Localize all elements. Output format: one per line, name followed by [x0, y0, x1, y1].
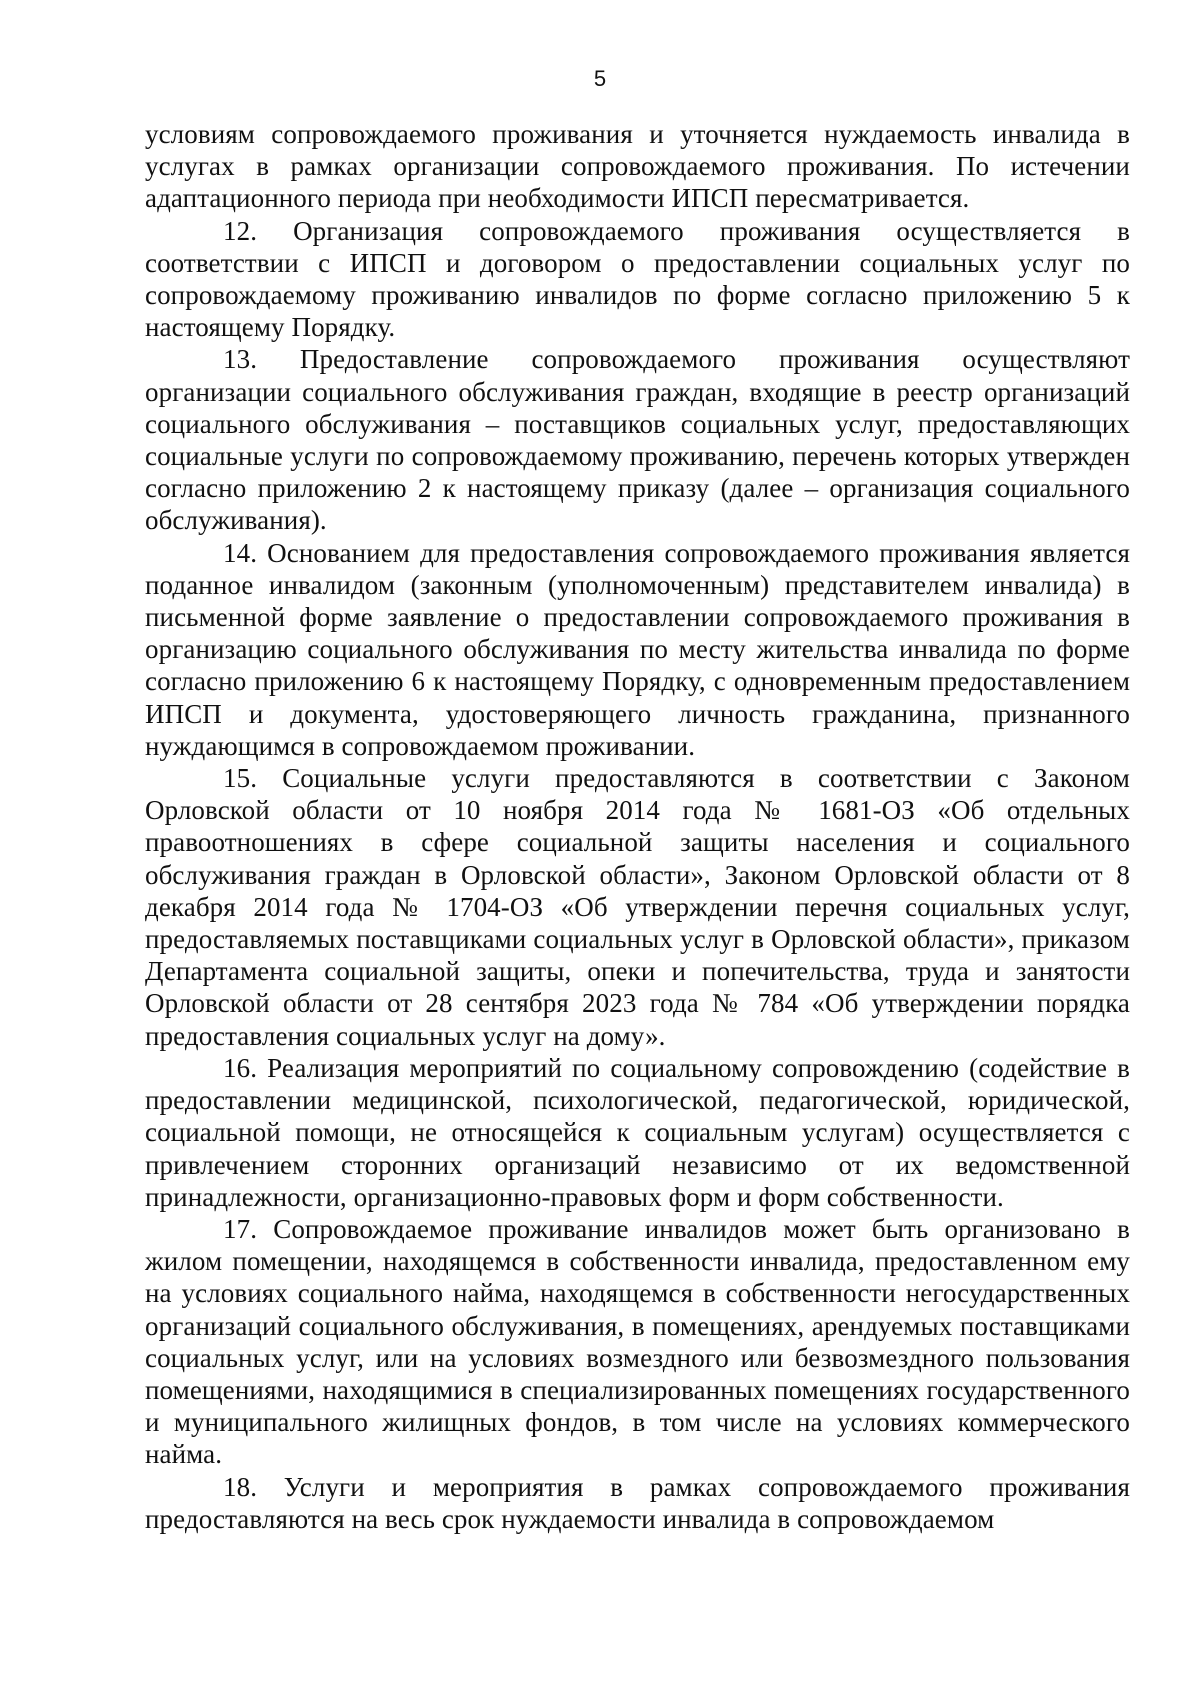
page-number: 5 [593, 66, 607, 91]
paragraph-18: 18. Услуги и мероприятия в рамках сопровождаемого проживания предоставляются на весь срок нуждаемости инвалида в сопровождаемом [145, 1471, 1130, 1534]
document-body [145, 118, 1130, 1535]
paragraph-14: 14. Основанием для предоставления сопровождаемого проживания является поданное инвалидом (законным (уполномоченным) представителем инвалида) в письменной форме заявление о предоставлении сопровождаемого проживания в организацию социального обслуживания по месту жительства инвалида по форме согласно приложению 6 к настоящему Порядку, с одновременным предоставлением ИПСП и документа, удостоверяющего личность гражданина, признанного нуждающимся в сопровождаемом проживании. [145, 537, 1130, 761]
paragraph-continuation: условиям сопровождаемого проживания и уточняется нуждаемость инвалида в услугах в рамках организации сопровождаемого проживания. По истечении адаптационного периода при необходимости ИПСП пересматривается. [145, 119, 1130, 214]
paragraph-16: 16. Реализация мероприятий по социальному сопровождению (содействие в предоставлении медицинской, психологической, педагогической, юридической, социальной помощи, не относящейся к социальным услугам) осуществляется с привлечением сторонних организаций независимо от их ведомственной принадлежности, организационно-правовых форм и форм собственности. [145, 1052, 1130, 1212]
paragraph-17: 17. Сопровождаемое проживание инвалидов может быть организовано в жилом помещении, находящемся в собственности инвалида, предоставленном ему на условиях социального найма, находящемся в собственности негосударственных организаций социального обслуживания, в помещениях, арендуемых поставщиками социальных услуг, или на условиях возмездного или безвозмездного пользования помещениями, находящимися в специализированных помещениях государственного и муниципального жилищных фондов, в том числе на условиях коммерческого найма. [145, 1213, 1130, 1470]
paragraph-13: 13. Предоставление сопровождаемого проживания осуществляют организации социального обслуживания граждан, входящие в реестр организаций социального обслуживания – поставщиков социальных услуг, предоставляющих социальные услуги по сопровождаемому проживанию, перечень которых утвержден согласно приложению 2 к настоящему приказу (далее – организация социального обслуживания). [145, 344, 1130, 536]
paragraph-15: 15. Социальные услуги предоставляются в соответствии с Законом Орловской области от 10 ноября 2014 года № 1681-ОЗ «Об отдельных правоотношениях в сфере социальной защиты населения и социального обслуживания граждан в Орловской области», Законом Орловской области от 8 декабря 2014 года № 1704-ОЗ «Об утверждении перечня социальных услуг, предоставляемых поставщиками социальных услуг в Орловской области», приказом Департамента социальной защиты, опеки и попечительства, труда и занятости Орловской области от 28 сентября 2023 года № 784 «Об утверждении порядка предоставления социальных услуг на дому». [145, 763, 1130, 1051]
paragraph-12: 12. Организация сопровождаемого проживания осуществляется в соответствии с ИПСП и договором о предоставлении социальных услуг по сопровождаемому проживанию инвалидов по форме согласно приложению 5 к настоящему Порядку. [145, 215, 1130, 343]
